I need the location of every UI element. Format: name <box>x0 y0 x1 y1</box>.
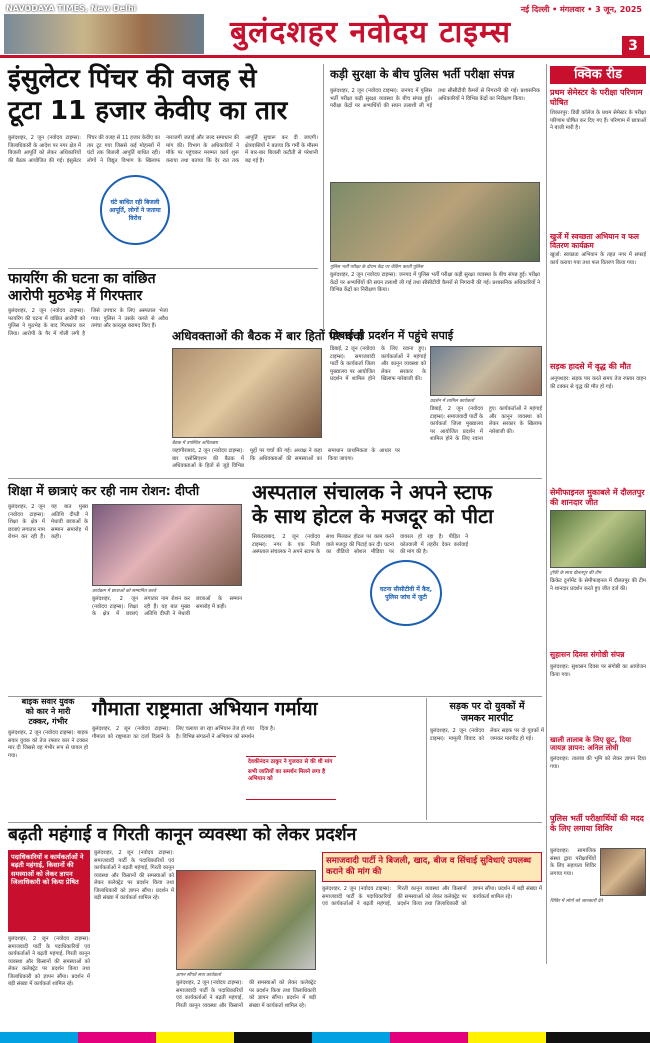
page-number: 3 <box>622 36 644 56</box>
bottom-redbox: पदाधिकारियों व कार्यकर्ताओं ने बढ़ती महंगाई, किसानों की समस्याओं को लेकर ज्ञापन जिलाधिकारी को किया प्रेषित <box>8 850 90 932</box>
color-registration-strip <box>0 1032 650 1043</box>
masthead-city-photo <box>4 14 204 54</box>
police-caption: पुलिस भर्ती परीक्षा के दौरान केंद्र पर चेकिंग करती पुलिस <box>330 265 424 270</box>
sidebar-item-1-headline: प्रथम सेमेस्टर के परीक्षा परिणाम घोषित <box>550 88 643 107</box>
firing-body: बुलंदशहर, 2 जून (नवोदय टाइम्स): फायरिंग की घटना में वांछित आरोपी को पुलिस ने मुठभेड़ के बाद गिरफ्तार कर लिया। आरोपी के पैर में गोली लगी है जिसे उपचार के लिए अस्पताल भेजा गया। पुलिस ने उसके कब्जे से अवैध तमंचा और कारतूस बरामद किए हैं। <box>8 308 168 337</box>
accident-headline-3: टक्कर, गंभीर <box>28 717 68 726</box>
sidebar-item-7-headline: पुलिस भर्ती परीक्षार्थियों की मदद के लिए लगाया शिविर <box>550 814 644 833</box>
hospital-badge: घटना सीसीटीवी में कैद, पुलिस जांच में जुटी <box>370 560 442 626</box>
dibai-caption: प्रदर्शन में शामिल कार्यकर्ता <box>430 399 474 404</box>
sidebar-item-7-body: बुलंदशहर: सामाजिक संस्था द्वारा परीक्षार्थियों के लिए सहायता शिविर लगाया गया। <box>550 848 596 877</box>
road-fight-headline-2: जमकर मारपीट <box>461 713 513 724</box>
dibai-body: डिबाई, 2 जून (नवोदय टाइम्स): समाजवादी पार्टी के कार्यकर्ता जिला मुख्यालय पर आयोजित प्रदर्शन में शामिल होने के लिए रवाना हुए। कार्यकर्ताओं ने महंगाई और कानून व्यवस्था को लेकर सरकार के खिलाफ नारेबाजी की। <box>330 346 426 383</box>
sidebar-title: क्विक रीड <box>550 66 646 84</box>
sp-protest-photo <box>176 870 316 970</box>
sidebar-item-1-body: शिकारपुर: डिग्री कॉलेज के प्रथम सेमेस्टर के परीक्षा परिणाम घोषित कर दिए गए हैं। परिणाम में छात्राओं ने बाजी मारी है। <box>550 110 646 132</box>
masthead-left-tag: NAVODAYA TIMES, New Delhi <box>6 4 137 13</box>
gaumata-body: बुलंदशहर, 2 जून (नवोदय टाइम्स): गौमाता को राष्ट्रमाता का दर्जा दिलाने के लिए चलाया जा रहा अभियान तेज हो गया है। विभिन्न संगठनों ने अभियान को समर्थन दिया है। <box>92 726 275 740</box>
dibai-headline: डिबाई से प्रदर्शन में पहुंचे सपाई <box>330 329 454 342</box>
camp-photo <box>600 848 646 896</box>
police-body: बुलंदशहर, 2 जून (नवोदय टाइम्स): जनपद में पुलिस भर्ती परीक्षा कड़ी सुरक्षा व्यवस्था के बीच संपन्न हुई। परीक्षा केंद्रों पर अभ्यर्थियों की सघन तलाशी ली गई तथा सीसीटीवी कैमरों से निगरानी की गई। प्रशासनिक अधिकारियों ने विभिन्न केंद्रों का निरीक्षण किया। <box>330 88 540 110</box>
police-headline: कड़ी सुरक्षा के बीच पुलिस भर्ती परीक्षा संपन्न <box>330 67 515 81</box>
sidebar-item-4-body: क्रिकेट टूर्नामेंट के सेमीफाइनल में दौलतपुर की टीम ने शानदार प्रदर्शन करते हुए जीत दर्ज की। <box>550 578 646 592</box>
road-fight-body: बुलंदशहर, 2 जून (नवोदय टाइम्स): मामूली विवाद को लेकर सड़क पर दो युवकों में जमकर मारपीट हो गई। <box>430 728 544 742</box>
accident-body: बुलंदशहर, 2 जून (नवोदय टाइम्स): बाइक सवार युवक को तेज रफ्तार कार ने टक्कर मार दी जिससे वह गंभीर रूप से घायल हो गया। <box>8 730 88 759</box>
masthead <box>0 0 650 58</box>
advocates-caption: बैठक में उपस्थित अधिवक्ता <box>172 441 218 446</box>
sidebar-item-3-headline: सड़क हादसे में वृद्ध की मौत <box>550 362 631 371</box>
sidebar-item-2-body: खुर्जा: स्वच्छता अभियान के तहत नगर में सफाई कार्य कराया गया तथा फल वितरण किया गया। <box>550 252 646 266</box>
hospital-body: सिकंदराबाद, 2 जून (नवोदय टाइम्स): नगर के एक निजी अस्पताल संचालक ने अपने स्टाफ के साथ मिलकर होटल पर काम करने वाले मजदूर की पिटाई कर दी। घटना का वीडियो सोशल मीडिया पर वायरल हो रहा है। पीड़ित ने कोतवाली में तहरीर देकर कार्रवाई की मांग की है। <box>252 534 468 556</box>
deepti-caption: कार्यक्रम में छात्राओं को सम्मानित करते <box>92 589 157 594</box>
sidebar-item-5-body: बुलंदशहर: सुशासन दिवस पर संगोष्ठी का आयोजन किया गया। <box>550 664 646 678</box>
deepti-body: बुलंदशहर, 2 जून (नवोदय टाइम्स): शिक्षा के क्षेत्र में छात्राएं लगातार नाम रोशन कर रही हैं। यह बात मुख्य अतिथि दीप्ती ने मेधावी छात्राओं के सम्मान समारोह में कही। <box>8 504 88 541</box>
masthead-date: नई दिल्ली • मंगलवार • 3 जून, 2025 <box>520 5 642 14</box>
deepti-headline: शिक्षा में छात्राएं कर रही नाम रोशन: दीप्ती <box>8 483 200 498</box>
advocates-photo <box>172 348 322 438</box>
sidebar-item-2-headline: खुर्जे में स्वच्छता अभियान व फल वितरण कार्यक्रम <box>550 232 639 250</box>
firing-headline-2: आरोपी मुठभेड़ में गिरफ्तार <box>8 288 143 304</box>
accident-headline-1: बाइक सवार युवक <box>21 697 75 706</box>
gaumata-quote-2: सभी जातियों का समर्थन मिलने लगा है अभियान को <box>248 769 326 783</box>
gaumata-quote-1: देवकीनंदन ठाकुर ने गुजरात से की थी मांग <box>248 759 333 765</box>
gaumata-headline: गौमाता राष्ट्रमाता अभियान गर्माया <box>92 698 318 720</box>
bottom-body-2: बुलंदशहर, 2 जून (नवोदय टाइम्स): समाजवादी पार्टी के पदाधिकारियों एवं कार्यकर्ताओं ने बढ़ती महंगाई, गिरती कानून व्यवस्था और किसानों की समस्याओं को लेकर कलेक्ट्रेट पर प्रदर्शन किया तथा जिलाधिकारी को ज्ञापन सौंपा। प्रदर्शन में बड़ी संख्या में कार्यकर्ता शामिल रहे। <box>94 850 174 902</box>
road-fight-headline-1: सड़क पर दो युवकों में <box>449 701 525 712</box>
masthead-title: बुलंदशहर नवोदय टाइम्स <box>230 15 511 50</box>
sidebar-item-3-body: अनूपशहर: सड़क पार करते समय तेज रफ्तार वाहन की टक्कर से वृद्ध की मौत हो गई। <box>550 376 646 390</box>
firing-headline-1: फायरिंग की घटना का वांछित <box>8 271 156 287</box>
sidebar-item-4-headline: सेमीफाइनल मुकाबले में दौलतपुर की शानदार जीत <box>550 488 645 507</box>
police-body-2: बुलंदशहर, 2 जून (नवोदय टाइम्स): जनपद में पुलिस भर्ती परीक्षा कड़ी सुरक्षा व्यवस्था के बीच संपन्न हुई। परीक्षा केंद्रों पर अभ्यर्थियों की सघन तलाशी ली गई तथा सीसीटीवी कैमरों से निगरानी की गई। प्रशासनिक अधिकारियों ने विभिन्न केंद्रों का निरीक्षण किया। <box>330 272 540 294</box>
dibai-photo <box>430 346 542 396</box>
bottom-body-4: बुलंदशहर, 2 जून (नवोदय टाइम्स): समाजवादी पार्टी के पदाधिकारियों एवं कार्यकर्ताओं ने बढ़ती महंगाई, गिरती कानून व्यवस्था और किसानों की समस्याओं को लेकर कलेक्ट्रेट पर प्रदर्शन किया तथा जिलाधिकारी को ज्ञापन सौंपा। प्रदर्शन में बड़ी संख्या में कार्यकर्ता शामिल रहे। <box>322 886 542 908</box>
bottom-caption: ज्ञापन सौंपते सपा कार्यकर्ता <box>176 973 221 978</box>
lead-headline-2: टूटा 11 हजार केवीए का तार <box>8 96 288 126</box>
deepti-photo <box>92 504 242 586</box>
advocates-headline: अधिवक्ताओं की बैठक में बार हितों पर चर्चा <box>172 329 364 343</box>
cricket-caption: ट्रॉफी के साथ दौलतपुर की टीम <box>550 571 602 576</box>
dibai-body-2: डिबाई, 2 जून (नवोदय टाइम्स): समाजवादी पार्टी के कार्यकर्ता जिला मुख्यालय पर आयोजित प्रदर्शन में शामिल होने के लिए रवाना हुए। कार्यकर्ताओं ने महंगाई और कानून व्यवस्था को लेकर सरकार के खिलाफ नारेबाजी की। <box>430 406 542 443</box>
lead-badge: घंटे बाधित रही बिजली आपूर्ति, लोगों ने जताया विरोध <box>100 175 170 245</box>
lead-headline-1: इंसुलेटर पिंचर की वजह से <box>8 64 257 94</box>
gaumata-quote-box <box>246 756 336 800</box>
deepti-body-2: बुलंदशहर, 2 जून (नवोदय टाइम्स): शिक्षा के क्षेत्र में छात्राएं लगातार नाम रोशन कर रही हैं। यह बात मुख्य अतिथि दीप्ती ने मेधावी छात्राओं के सम्मान समारोह में कही। <box>92 596 242 618</box>
sidebar-item-5-headline: सुहासन दिवस संगोष्ठी संपन्न <box>550 650 625 659</box>
hospital-headline-1: अस्पताल संचालक ने अपने स्टाफ <box>252 480 493 504</box>
camp-caption: शिविर में लोगों को जानकारी देते <box>550 899 603 904</box>
cricket-photo <box>550 510 646 568</box>
accident-headline-2: को कार ने मारी <box>25 707 71 716</box>
advocates-body-main: जहांगीराबाद, 2 जून (नवोदय टाइम्स): बार एसोसिएशन की बैठक में अधिवक्ताओं के हितों से जुड़े विभिन्न मुद्दों पर चर्चा की गई। अध्यक्ष ने कहा कि अधिवक्ताओं की समस्याओं का समाधान प्राथमिकता के आधार पर किया जाएगा। <box>172 448 400 470</box>
hospital-headline-2: के साथ होटल के मजदूर को पीटा <box>252 504 494 528</box>
bottom-body-3: बुलंदशहर, 2 जून (नवोदय टाइम्स): समाजवादी पार्टी के पदाधिकारियों एवं कार्यकर्ताओं ने बढ़ती महंगाई, गिरती कानून व्यवस्था और किसानों की समस्याओं को लेकर कलेक्ट्रेट पर प्रदर्शन किया तथा जिलाधिकारी को ज्ञापन सौंपा। प्रदर्शन में बड़ी संख्या में कार्यकर्ता शामिल रहे। <box>176 980 316 1009</box>
bottom-body-1: बुलंदशहर, 2 जून (नवोदय टाइम्स): समाजवादी पार्टी के पदाधिकारियों एवं कार्यकर्ताओं ने बढ़ती महंगाई, गिरती कानून व्यवस्था और किसानों की समस्याओं को लेकर कलेक्ट्रेट पर प्रदर्शन किया तथा जिलाधिकारी को ज्ञापन सौंपा। प्रदर्शन में बड़ी संख्या में कार्यकर्ता शामिल रहे। <box>8 936 90 988</box>
police-photo <box>330 182 540 262</box>
bottom-banner: समाजवादी पार्टी ने बिजली, खाद, बीज व सिंचाई सुविधाएं उपलब्ध कराने की मांग की <box>322 852 542 882</box>
sidebar-item-6-headline: खाली तालाब के लिए छूट, दिया जायज्ञ ज्ञापन: अनिल लोधी <box>550 736 631 753</box>
lead-body: बुलंदशहर, 2 जून (नवोदय टाइम्स): जिलाधिकारी के आदेश पर नगर क्षेत्र में बिजली आपूर्ति को लेकर अधिकारियों की बैठक आयोजित की गई। इंसुलेटर पिंचर की वजह से 11 हजार केवीए का तार टूट गया जिससे कई मोहल्लों में घंटों तक बिजली आपूर्ति बाधित रही। लोगों ने विद्युत विभाग के खिलाफ नाराजगी जताई और जल्द समाधान की मांग की। विभाग के अधिकारियों ने मौके पर पहुंचकर मरम्मत कार्य शुरू कराया तथा बताया कि देर रात तक आपूर्ति सुचारू कर दी जाएगी। क्षेत्रवासियों ने बताया कि गर्मी के मौसम में बार-बार बिजली कटौती से परेशानी बढ़ गई है। <box>8 135 318 164</box>
sidebar-item-6-body: बुलंदशहर: तालाब की भूमि को लेकर ज्ञापन दिया गया। <box>550 756 646 770</box>
bottom-headline: बढ़ती महंगाई व गिरती कानून व्यवस्था को लेकर प्रदर्शन <box>8 825 357 845</box>
